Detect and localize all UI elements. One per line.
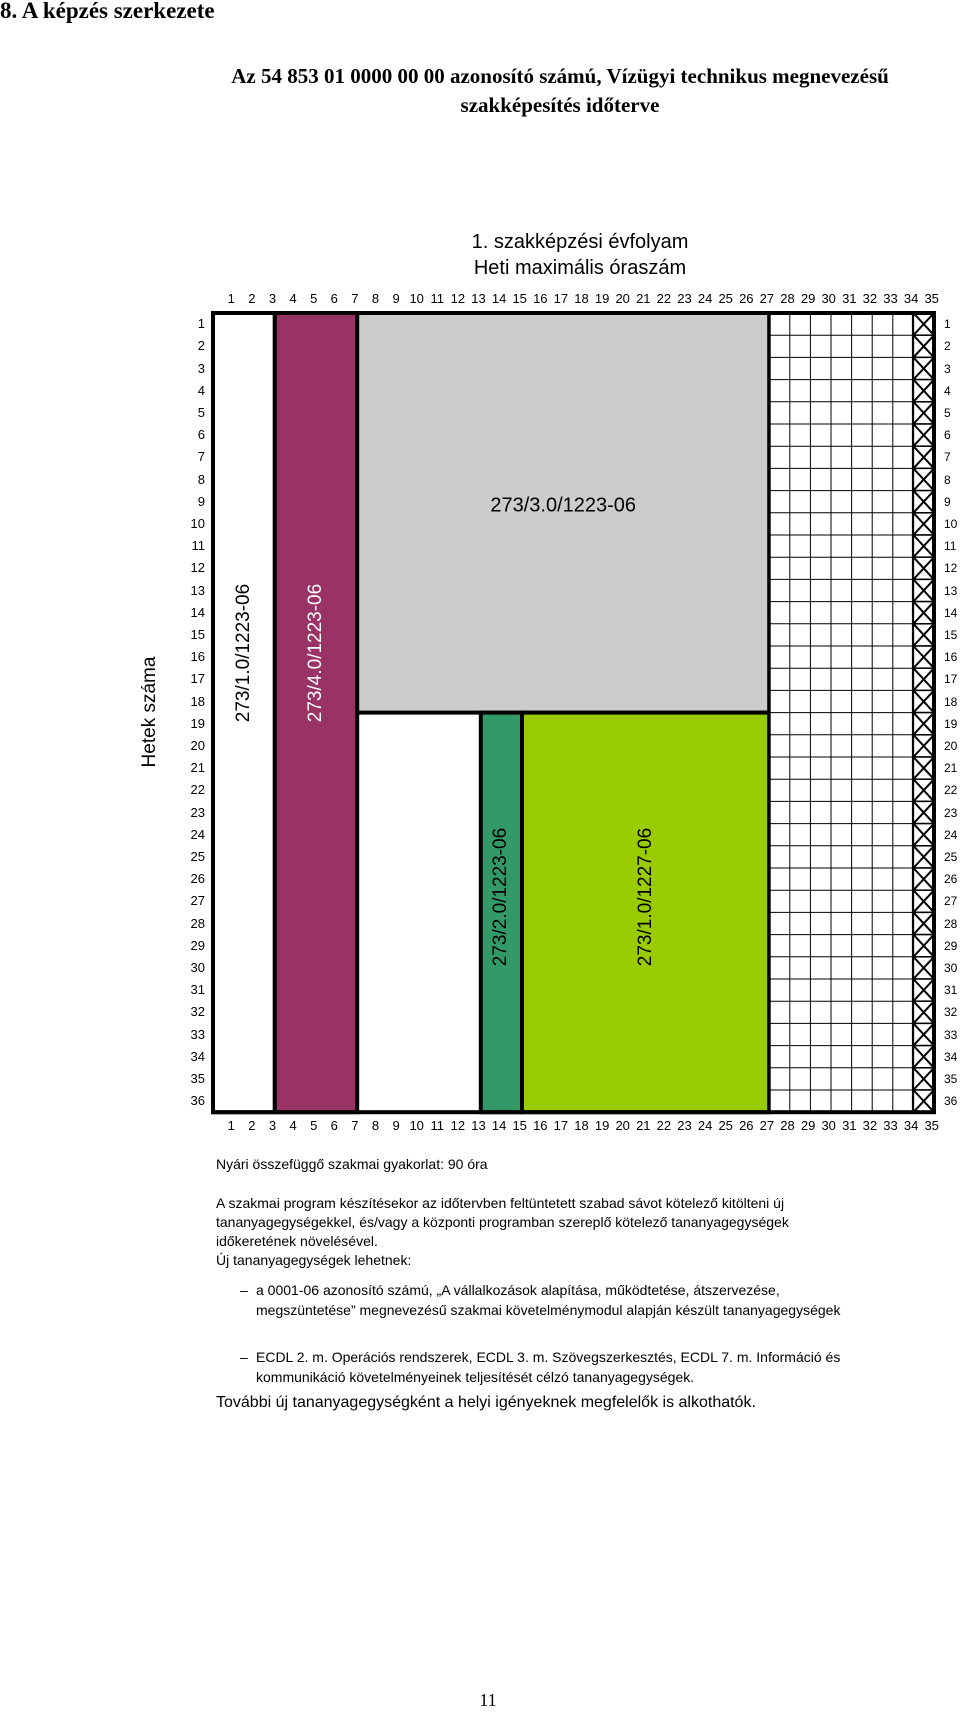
- hour-tick-label: 10: [409, 291, 424, 306]
- hour-tick-label: 13: [471, 291, 486, 306]
- document-title-line: szakképesítés időterve: [460, 93, 660, 117]
- summer-practice-note: Nyári összefüggő szakmai gyakorlat: 90 óra: [216, 1156, 488, 1172]
- document-title-line: Az 54 853 01 0000 00 00 azonosító számú, Vízügyi technikus megnevezésű: [231, 64, 889, 88]
- week-tick-label: 12: [190, 560, 205, 576]
- note-line: időkeretének növelésével.: [216, 1233, 378, 1249]
- week-tick-label: 30: [944, 960, 958, 975]
- hour-tick-label: 22: [656, 1118, 672, 1134]
- hour-tick-label: 15: [512, 1118, 527, 1134]
- bullet-line: megszüntetése” megnevezésű szakmai követelménymodul alapján készült tananyagegységek: [256, 1302, 841, 1318]
- hour-tick-label: 17: [553, 1118, 569, 1134]
- hour-tick-label: 14: [491, 1118, 507, 1134]
- week-tick-label: 31: [190, 982, 205, 998]
- week-tick-label: 26: [190, 871, 205, 887]
- hour-tick-label: 10: [409, 1118, 424, 1134]
- hour-tick-label: 9: [392, 1118, 400, 1134]
- week-tick-label: 22: [944, 783, 958, 798]
- week-tick-label: 36: [190, 1093, 205, 1109]
- hour-tick-label: 23: [677, 1118, 692, 1134]
- hour-tick-label: 11: [430, 1118, 445, 1134]
- hour-tick-label: 19: [594, 291, 610, 306]
- note-line: Új tananyagegységek lehetnek:: [216, 1252, 412, 1268]
- hour-tick-label: 35: [924, 291, 939, 306]
- hour-tick-label: 30: [821, 291, 836, 306]
- bullet-marker: –: [240, 1349, 248, 1365]
- section-heading: 8. A képzés szerkezete: [0, 0, 215, 23]
- final-note: További új tananyagegységként a helyi igényeknek megfelelők is alkothatók.: [216, 1394, 756, 1411]
- week-tick-label: 31: [944, 983, 958, 998]
- hour-tick-label: 25: [718, 1118, 733, 1134]
- module-label: 273/1.0/1223-06: [232, 583, 254, 722]
- bullet-item: [256, 1280, 936, 1320]
- hour-tick-label: 27: [759, 291, 775, 306]
- week-tick-label: 15: [190, 626, 205, 642]
- week-tick-label: 27: [190, 893, 205, 909]
- week-tick-label: 34: [190, 1048, 205, 1064]
- hour-tick-label: 29: [800, 1118, 816, 1134]
- week-tick-label: 20: [190, 737, 205, 753]
- hour-tick-label: 21: [636, 1118, 651, 1134]
- week-tick-label: 35: [190, 1070, 205, 1086]
- module-label: 273/3.0/1223-06: [490, 494, 637, 517]
- bullet-line: a 0001-06 azonosító számú, „A vállalkozások alapítása, működtetése, átszervezése,: [256, 1282, 780, 1298]
- week-tick-label: 3: [197, 360, 205, 376]
- week-tick-label: 12: [944, 561, 958, 576]
- week-tick-label: 1: [944, 317, 951, 332]
- week-tick-label: 33: [190, 1026, 205, 1042]
- week-tick-label: 26: [944, 872, 958, 887]
- week-tick-label: 5: [944, 405, 951, 420]
- bullet-line: kommunikáció követelményeinek teljesítését célzó tananyagegységek.: [256, 1369, 695, 1385]
- hour-tick-label: 15: [512, 291, 527, 306]
- hour-tick-label: 2: [248, 1118, 256, 1134]
- hour-tick-label: 13: [471, 1118, 486, 1134]
- week-tick-label: 13: [944, 583, 958, 598]
- hour-tick-label: 8: [371, 1118, 380, 1134]
- week-tick-label: 10: [944, 516, 958, 531]
- week-tick-label: 2: [197, 338, 205, 354]
- hour-tick-label: 25: [718, 291, 733, 306]
- week-tick-label: 18: [944, 694, 958, 709]
- hour-tick-label: 31: [842, 291, 857, 306]
- week-tick-label: 34: [944, 1049, 958, 1064]
- hour-tick-label: 6: [330, 291, 338, 306]
- week-tick-label: 18: [190, 693, 205, 709]
- week-tick-label: 28: [190, 915, 205, 931]
- hour-tick-label: 7: [351, 291, 359, 306]
- week-tick-label: 4: [197, 382, 205, 398]
- week-tick-label: 21: [190, 760, 205, 776]
- week-tick-label: 10: [190, 515, 205, 531]
- bullet-marker: –: [240, 1282, 248, 1298]
- week-tick-label: 32: [944, 1005, 958, 1020]
- week-tick-label: 14: [944, 605, 958, 620]
- week-tick-label: 4: [944, 383, 951, 398]
- week-tick-label: 8: [197, 471, 205, 487]
- week-tick-label: 11: [191, 538, 205, 554]
- hour-tick-label: 20: [615, 1118, 630, 1134]
- week-tick-label: 6: [944, 428, 951, 443]
- note-line: tananyagegységekkel, és/vagy a központi programban szereplő kötelező tananyagegységek: [216, 1214, 789, 1230]
- week-tick-label: 9: [197, 493, 205, 509]
- hour-tick-label: 24: [697, 1118, 713, 1134]
- hour-tick-label: 26: [739, 1118, 754, 1134]
- hour-tick-label: 30: [821, 1118, 836, 1134]
- weeks-axis-label: Hetek száma: [139, 656, 160, 768]
- hour-tick-label: 17: [553, 291, 569, 306]
- page-number: 11: [479, 1690, 497, 1710]
- week-tick-label: 29: [944, 938, 958, 953]
- hour-tick-label: 2: [248, 291, 256, 306]
- week-tick-label: 22: [190, 782, 205, 798]
- hour-tick-label: 18: [574, 291, 589, 306]
- week-tick-label: 25: [944, 849, 958, 864]
- hour-tick-label: 33: [883, 291, 898, 306]
- hour-tick-label: 33: [883, 1118, 898, 1134]
- hour-tick-label: 4: [289, 291, 297, 306]
- chart-title-line: Heti maximális óraszám: [473, 257, 687, 279]
- week-tick-label: 19: [190, 715, 205, 731]
- week-tick-label: 17: [944, 672, 958, 687]
- hour-tick-label: 3: [268, 291, 277, 306]
- hour-tick-label: 31: [842, 1118, 857, 1134]
- hour-tick-label: 1: [227, 291, 235, 306]
- hour-tick-label: 19: [594, 1118, 610, 1134]
- week-tick-label: 5: [197, 404, 205, 420]
- module-label: 273/4.0/1223-06: [305, 583, 326, 722]
- hour-tick-label: 20: [615, 291, 630, 306]
- week-tick-label: 25: [190, 848, 205, 864]
- hour-tick-label: 5: [310, 1118, 318, 1134]
- week-tick-label: 17: [190, 671, 205, 687]
- hour-tick-label: 11: [430, 291, 445, 306]
- hour-tick-label: 27: [759, 1118, 775, 1134]
- hour-tick-label: 29: [800, 291, 816, 306]
- week-tick-label: 7: [197, 449, 205, 465]
- hour-tick-label: 26: [739, 291, 754, 306]
- week-tick-label: 36: [944, 1094, 958, 1109]
- week-tick-label: 2: [944, 339, 951, 354]
- hour-tick-label: 18: [574, 1118, 589, 1134]
- week-tick-label: 1: [197, 316, 205, 332]
- week-tick-label: 19: [944, 716, 958, 731]
- hour-tick-label: 35: [924, 1118, 939, 1134]
- hour-tick-label: 28: [780, 291, 795, 306]
- week-tick-label: 15: [944, 627, 958, 642]
- program-note: [216, 1194, 916, 1270]
- hour-tick-label: 28: [780, 1118, 795, 1134]
- week-tick-label: 33: [944, 1027, 958, 1042]
- hour-tick-label: 12: [450, 1118, 466, 1134]
- hour-tick-label: 23: [677, 291, 692, 306]
- bullet-line: ECDL 2. m. Operációs rendszerek, ECDL 3. m. Szövegszerkesztés, ECDL 7. m. Információ és: [256, 1349, 841, 1365]
- hour-tick-label: 12: [450, 291, 466, 306]
- week-tick-label: 8: [944, 472, 951, 487]
- week-tick-label: 7: [944, 450, 951, 465]
- hour-tick-label: 24: [697, 291, 713, 306]
- week-tick-label: 14: [190, 604, 205, 620]
- hour-tick-label: 14: [491, 291, 507, 306]
- hour-tick-label: 8: [371, 291, 380, 306]
- week-tick-label: 24: [190, 826, 205, 842]
- week-tick-label: 6: [197, 427, 205, 443]
- hour-tick-label: 32: [862, 1118, 878, 1134]
- hour-tick-label: 3: [268, 1118, 277, 1134]
- week-tick-label: 11: [944, 539, 957, 554]
- week-tick-label: 24: [944, 827, 958, 842]
- week-tick-label: 29: [190, 937, 205, 953]
- week-tick-label: 35: [944, 1071, 958, 1086]
- week-tick-label: 27: [944, 894, 958, 909]
- hour-tick-label: 7: [351, 1118, 359, 1134]
- week-tick-label: 16: [190, 649, 205, 665]
- week-tick-label: 20: [944, 738, 958, 753]
- hour-tick-label: 1: [227, 1118, 235, 1134]
- week-tick-label: 3: [944, 361, 951, 376]
- week-tick-label: 21: [944, 761, 958, 776]
- week-tick-label: 16: [944, 650, 958, 665]
- hour-tick-label: 6: [330, 1118, 338, 1134]
- hour-tick-label: 4: [289, 1118, 297, 1134]
- bullet-item: [256, 1347, 936, 1387]
- chart-title-line: 1. szakképzési évfolyam: [471, 231, 689, 253]
- week-tick-label: 23: [190, 804, 205, 820]
- hour-tick-label: 5: [310, 291, 318, 306]
- hour-tick-label: 16: [533, 291, 548, 306]
- week-tick-label: 23: [944, 805, 958, 820]
- module-label: 273/1.0/1227-06: [634, 827, 656, 967]
- hour-tick-label: 34: [903, 291, 919, 306]
- week-tick-label: 9: [944, 494, 951, 509]
- module-label: 273/2.0/1223-06: [490, 827, 512, 967]
- week-tick-label: 28: [944, 916, 958, 931]
- hour-tick-label: 32: [862, 291, 878, 306]
- week-tick-label: 30: [190, 959, 205, 975]
- note-line: A szakmai program készítésekor az időtervben feltüntetett szabad sávot kötelező kitölteni új: [216, 1195, 785, 1211]
- hour-tick-label: 9: [392, 291, 400, 306]
- hour-tick-label: 16: [533, 1118, 548, 1134]
- week-tick-label: 13: [190, 582, 205, 598]
- week-tick-label: 32: [190, 1004, 205, 1020]
- hour-tick-label: 34: [903, 1118, 919, 1134]
- hour-tick-label: 21: [636, 291, 651, 306]
- hour-tick-label: 22: [656, 291, 672, 306]
